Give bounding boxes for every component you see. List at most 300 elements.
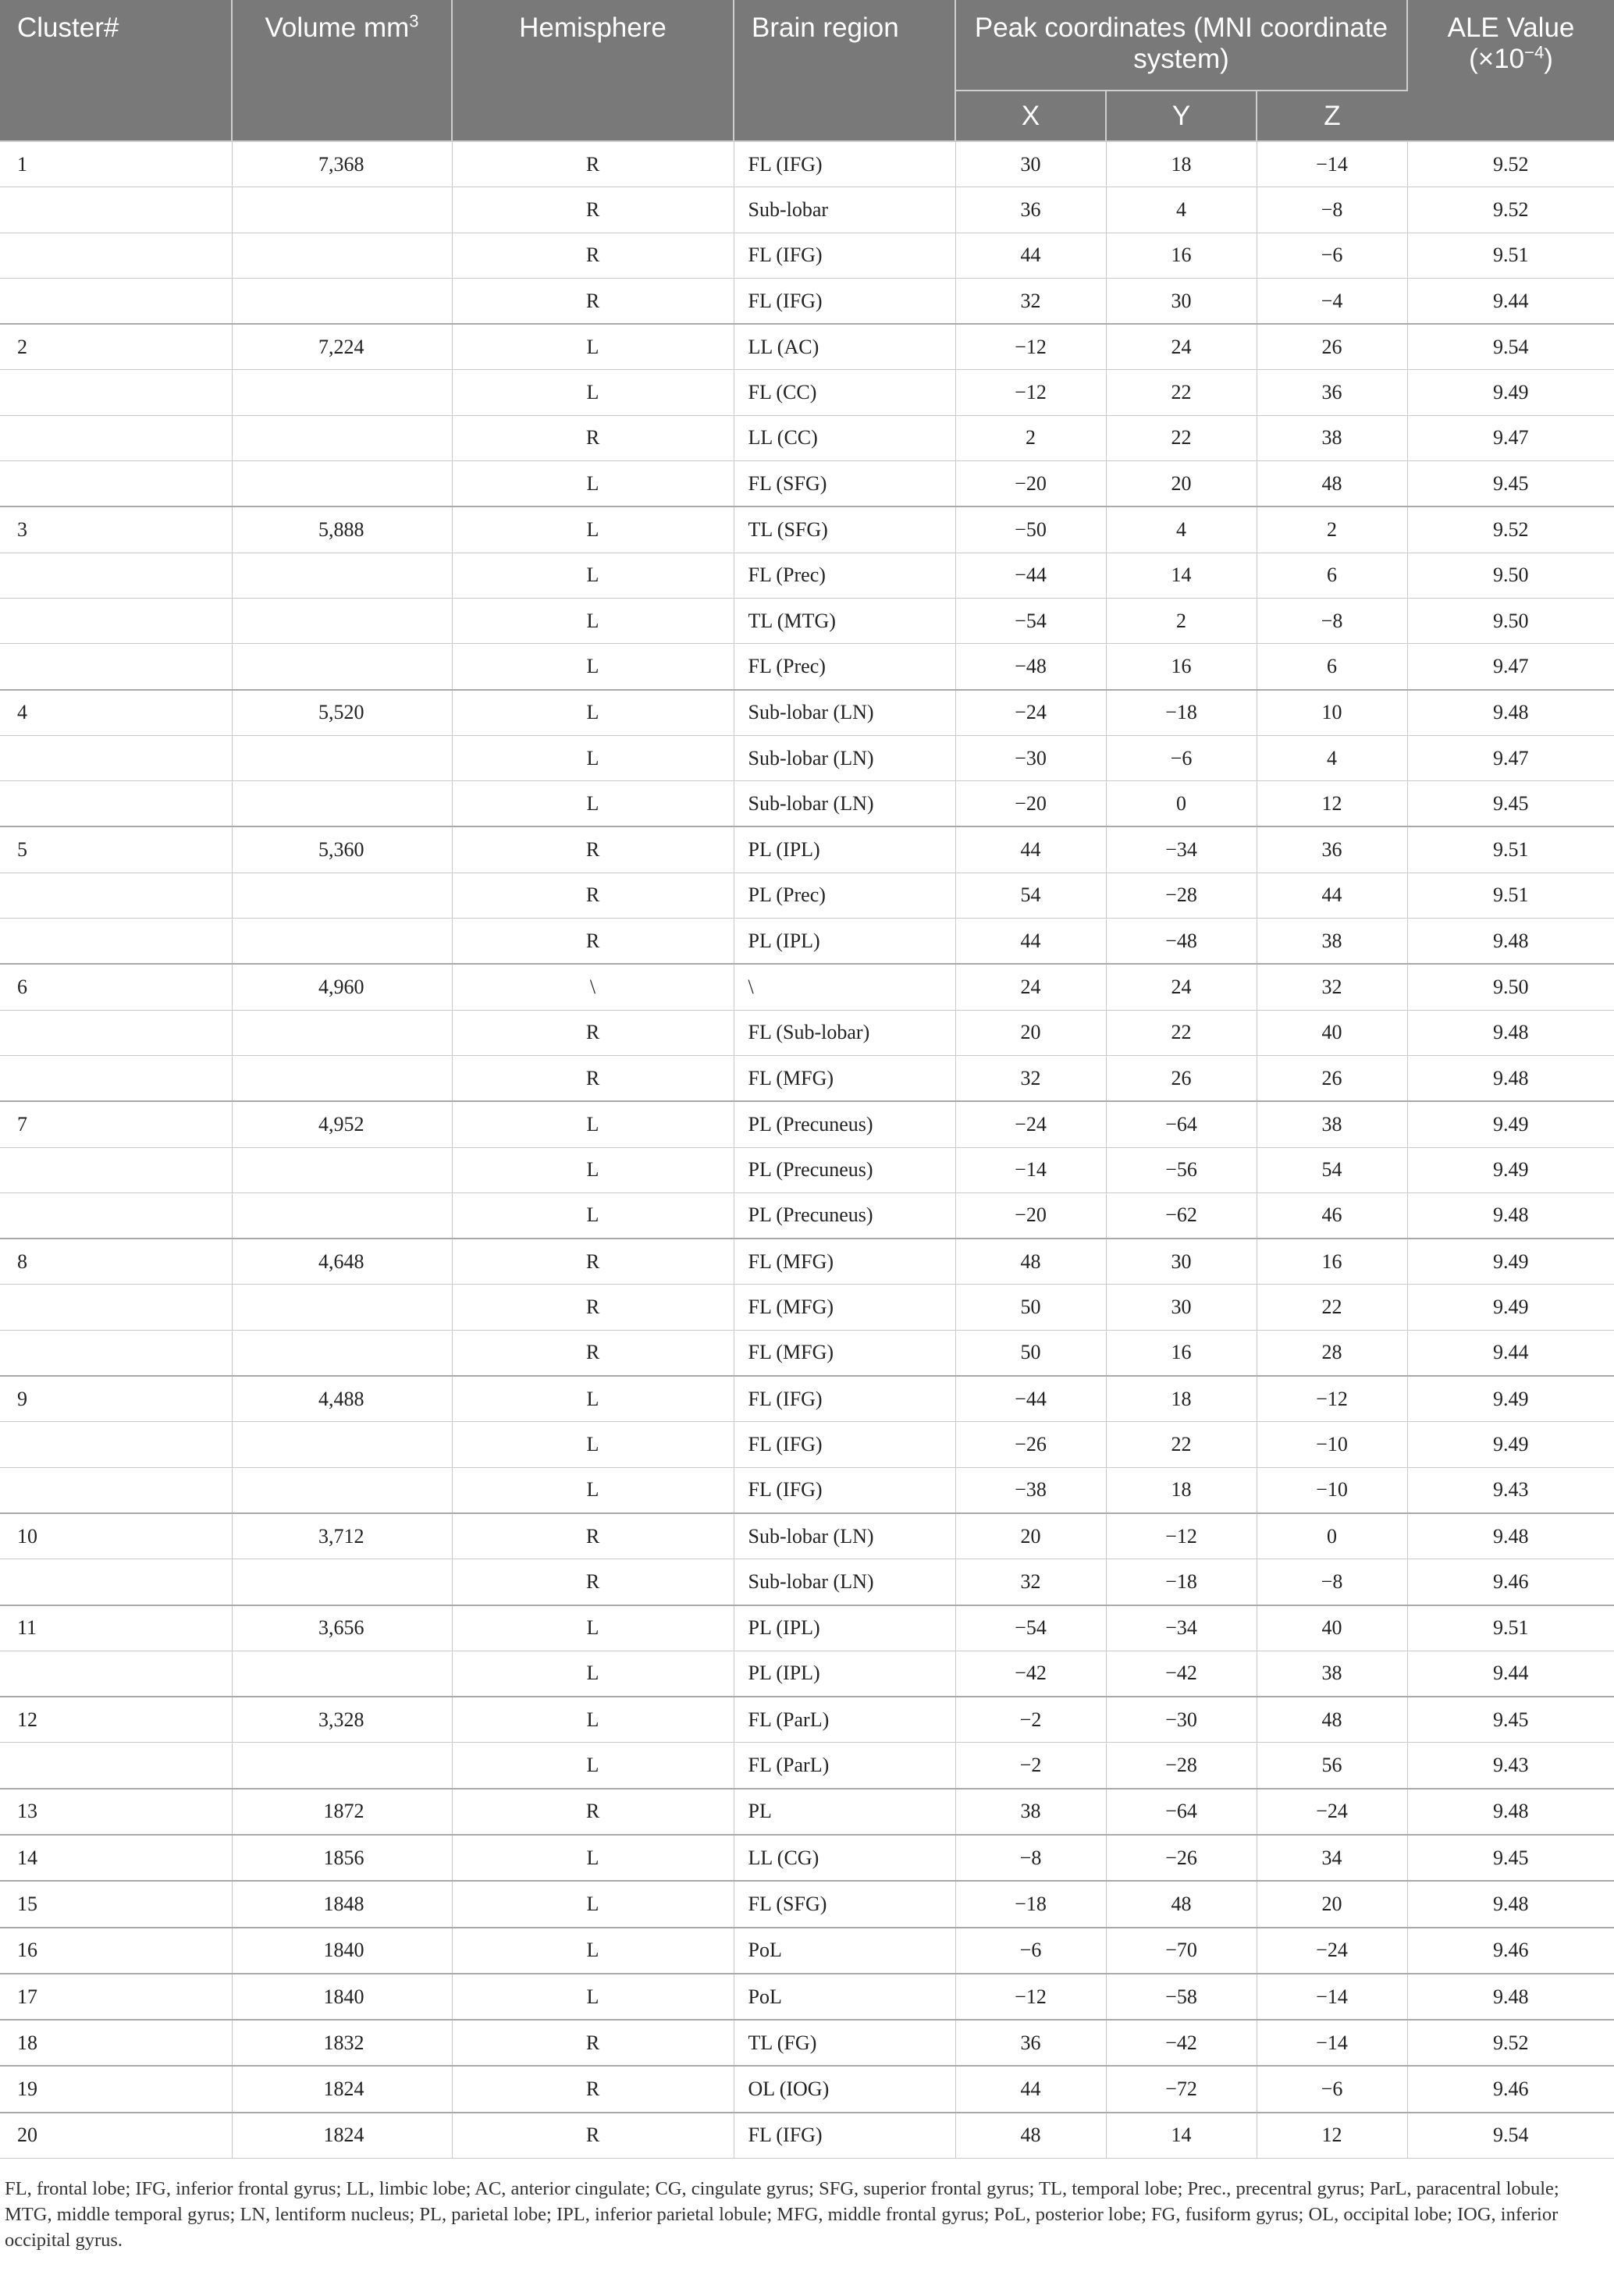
cell-cluster: 3 (0, 506, 232, 553)
cell-hemisphere: L (452, 598, 734, 643)
cell-hemisphere: L (452, 1928, 734, 1974)
cell-hemisphere: L (452, 735, 734, 780)
cell-brain-region: FL (IFG) (734, 1467, 955, 1513)
cell-y: 16 (1106, 233, 1257, 278)
cell-ale-value: 9.48 (1407, 919, 1614, 965)
table-row (0, 2066, 1614, 2112)
cell-y: −28 (1106, 1743, 1257, 1789)
cell-hemisphere: R (452, 919, 734, 965)
cell-ale-value: 9.50 (1407, 964, 1614, 1010)
cell-y: 22 (1106, 1422, 1257, 1467)
cell-y: −12 (1106, 1513, 1257, 1559)
table-row (0, 1743, 1614, 1789)
table-row (0, 553, 1614, 598)
cell-y: 24 (1106, 964, 1257, 1010)
cell-ale-value: 9.52 (1407, 2020, 1614, 2066)
cell-volume (232, 187, 452, 233)
cell-volume (232, 873, 452, 918)
cell-hemisphere: L (452, 1376, 734, 1422)
cell-cluster: 9 (0, 1376, 232, 1422)
cell-volume (232, 1147, 452, 1192)
cell-z: −14 (1257, 2020, 1407, 2066)
cell-volume (232, 415, 452, 460)
cell-ale-value: 9.50 (1407, 553, 1614, 598)
table-row (0, 2020, 1614, 2066)
cell-hemisphere: L (452, 553, 734, 598)
cell-z: 12 (1257, 781, 1407, 827)
cell-ale-value: 9.51 (1407, 873, 1614, 918)
table-row (0, 324, 1614, 370)
cell-volume: 3,328 (232, 1697, 452, 1743)
cell-z: 44 (1257, 873, 1407, 918)
cell-z: −14 (1257, 141, 1407, 187)
table-row (0, 1928, 1614, 1974)
cell-x: 36 (955, 2020, 1106, 2066)
table-row (0, 278, 1614, 324)
cell-y: −56 (1106, 1147, 1257, 1192)
cell-cluster: 8 (0, 1239, 232, 1285)
cell-brain-region: TL (FG) (734, 2020, 955, 2066)
cell-ale-value: 9.44 (1407, 1651, 1614, 1697)
cell-z: 34 (1257, 1835, 1407, 1881)
cell-cluster (0, 1330, 232, 1376)
header-volume: Volume $mm^3$ (232, 0, 452, 141)
cell-z: 38 (1257, 919, 1407, 965)
cell-cluster (0, 1651, 232, 1697)
cell-brain-region: \ (734, 964, 955, 1010)
cell-cluster: 17 (0, 1974, 232, 2020)
cell-y: −18 (1106, 690, 1257, 736)
cell-cluster (0, 553, 232, 598)
cell-x: 44 (955, 2066, 1106, 2112)
cell-brain-region: FL (SFG) (734, 1881, 955, 1927)
cell-cluster (0, 415, 232, 460)
cell-brain-region: FL (IFG) (734, 233, 955, 278)
cell-x: 44 (955, 826, 1106, 873)
cell-x: 38 (955, 1789, 1106, 1835)
table-body (0, 141, 1614, 2159)
cell-ale-value: 9.48 (1407, 1789, 1614, 1835)
cell-hemisphere: L (452, 1651, 734, 1697)
cell-volume (232, 1330, 452, 1376)
cell-hemisphere: R (452, 2113, 734, 2159)
cell-ale-value: 9.45 (1407, 461, 1614, 507)
cell-brain-region: Sub-lobar (LN) (734, 1559, 955, 1605)
cell-x: −38 (955, 1467, 1106, 1513)
table-row (0, 1974, 1614, 2020)
cell-ale-value: 9.48 (1407, 1010, 1614, 1055)
cell-hemisphere: R (452, 141, 734, 187)
cell-x: −44 (955, 553, 1106, 598)
cell-cluster (0, 1559, 232, 1605)
cell-ale-value: 9.52 (1407, 187, 1614, 233)
cell-y: 14 (1106, 2113, 1257, 2159)
cell-z: 36 (1257, 370, 1407, 415)
cell-cluster: 11 (0, 1605, 232, 1651)
cell-cluster (0, 1743, 232, 1789)
cell-hemisphere: R (452, 1285, 734, 1330)
cell-x: −44 (955, 1376, 1106, 1422)
cell-ale-value: 9.47 (1407, 735, 1614, 780)
cell-z: 40 (1257, 1010, 1407, 1055)
cell-y: −28 (1106, 873, 1257, 918)
cell-x: −42 (955, 1651, 1106, 1697)
cell-brain-region: FL (ParL) (734, 1743, 955, 1789)
cell-y: −30 (1106, 1697, 1257, 1743)
cell-hemisphere: L (452, 1192, 734, 1239)
cell-y: −42 (1106, 1651, 1257, 1697)
cell-z: −8 (1257, 1559, 1407, 1605)
cell-z: 26 (1257, 1055, 1407, 1101)
cell-cluster (0, 919, 232, 965)
cell-cluster (0, 1467, 232, 1513)
cell-hemisphere: R (452, 1559, 734, 1605)
table-header (0, 0, 1614, 141)
cell-x: −20 (955, 781, 1106, 827)
cell-cluster: 20 (0, 2113, 232, 2159)
cell-hemisphere: R (452, 1330, 734, 1376)
cell-y: −42 (1106, 2020, 1257, 2066)
cell-z: 26 (1257, 324, 1407, 370)
cell-volume: 4,488 (232, 1376, 452, 1422)
cell-y: −64 (1106, 1789, 1257, 1835)
cell-volume (232, 919, 452, 965)
header-z: Z (1257, 91, 1407, 141)
cell-brain-region: LL (CC) (734, 415, 955, 460)
table-row (0, 1605, 1614, 1651)
header-peak-coordinates: Peak coordinates (MNI coordinate system) (955, 0, 1407, 91)
cell-hemisphere: L (452, 370, 734, 415)
cell-hemisphere: R (452, 1789, 734, 1835)
cell-z: 32 (1257, 964, 1407, 1010)
cell-x: −30 (955, 735, 1106, 780)
cell-z: −8 (1257, 598, 1407, 643)
cell-x: −50 (955, 506, 1106, 553)
cell-ale-value: 9.49 (1407, 1147, 1614, 1192)
table-row (0, 1697, 1614, 1743)
cell-z: 10 (1257, 690, 1407, 736)
cell-cluster (0, 1147, 232, 1192)
cell-hemisphere: L (452, 1467, 734, 1513)
table-row (0, 1467, 1614, 1513)
cell-cluster: 1 (0, 141, 232, 187)
cell-cluster: 19 (0, 2066, 232, 2112)
cell-brain-region: PL (IPL) (734, 1651, 955, 1697)
cell-x: −54 (955, 1605, 1106, 1651)
cell-cluster (0, 1285, 232, 1330)
cell-volume (232, 370, 452, 415)
cell-y: −64 (1106, 1101, 1257, 1147)
cell-ale-value: 9.51 (1407, 233, 1614, 278)
cell-y: 4 (1106, 506, 1257, 553)
table-row (0, 826, 1614, 873)
cell-x: 2 (955, 415, 1106, 460)
cell-z: 48 (1257, 461, 1407, 507)
table-row (0, 644, 1614, 690)
cell-volume (232, 1422, 452, 1467)
table-row (0, 1789, 1614, 1835)
cell-cluster (0, 233, 232, 278)
cell-y: −72 (1106, 2066, 1257, 2112)
cell-brain-region: PL (Prec) (734, 873, 955, 918)
cell-y: 16 (1106, 1330, 1257, 1376)
cell-volume (232, 735, 452, 780)
cell-hemisphere: L (452, 1147, 734, 1192)
table-row (0, 1330, 1614, 1376)
table-row (0, 1192, 1614, 1239)
cell-ale-value: 9.48 (1407, 1881, 1614, 1927)
cell-brain-region: FL (MFG) (734, 1239, 955, 1285)
cell-cluster (0, 781, 232, 827)
cell-volume: 1824 (232, 2113, 452, 2159)
cell-ale-value: 9.52 (1407, 141, 1614, 187)
cell-volume: 1848 (232, 1881, 452, 1927)
cell-ale-value: 9.45 (1407, 1697, 1614, 1743)
cell-brain-region: PL (Precuneus) (734, 1147, 955, 1192)
cell-x: 50 (955, 1330, 1106, 1376)
cell-ale-value: 9.44 (1407, 1330, 1614, 1376)
table-row (0, 690, 1614, 736)
cell-volume (232, 461, 452, 507)
cell-hemisphere: \ (452, 964, 734, 1010)
cell-x: 32 (955, 1055, 1106, 1101)
cell-y: −6 (1106, 735, 1257, 780)
cell-ale-value: 9.43 (1407, 1467, 1614, 1513)
cell-volume (232, 1285, 452, 1330)
cell-ale-value: 9.49 (1407, 1101, 1614, 1147)
cell-volume (232, 781, 452, 827)
cell-cluster (0, 278, 232, 324)
table-row (0, 873, 1614, 918)
cell-cluster: 4 (0, 690, 232, 736)
cell-z: 0 (1257, 1513, 1407, 1559)
table-row (0, 919, 1614, 965)
table-row (0, 233, 1614, 278)
table-row (0, 2113, 1614, 2159)
cell-volume: 1840 (232, 1928, 452, 1974)
cell-z: −4 (1257, 278, 1407, 324)
cell-y: 22 (1106, 1010, 1257, 1055)
cell-volume: 7,368 (232, 141, 452, 187)
cell-x: −12 (955, 324, 1106, 370)
cell-brain-region: PL (734, 1789, 955, 1835)
cell-brain-region: FL (Prec) (734, 644, 955, 690)
cell-z: 22 (1257, 1285, 1407, 1330)
cell-ale-value: 9.48 (1407, 690, 1614, 736)
cell-brain-region: Sub-lobar (LN) (734, 1513, 955, 1559)
cell-brain-region: PoL (734, 1974, 955, 2020)
cell-ale-value: 9.46 (1407, 1928, 1614, 1974)
cell-x: −20 (955, 461, 1106, 507)
cell-ale-value: 9.49 (1407, 1285, 1614, 1330)
cell-ale-value: 9.44 (1407, 278, 1614, 324)
cell-x: 48 (955, 1239, 1106, 1285)
cell-y: 30 (1106, 278, 1257, 324)
cell-x: 32 (955, 278, 1106, 324)
cell-z: −6 (1257, 2066, 1407, 2112)
cell-x: −12 (955, 1974, 1106, 2020)
cell-hemisphere: R (452, 826, 734, 873)
cell-z: −14 (1257, 1974, 1407, 2020)
cell-x: 44 (955, 919, 1106, 965)
cell-volume (232, 1010, 452, 1055)
header-x: X (955, 91, 1106, 141)
cell-x: 32 (955, 1559, 1106, 1605)
cell-cluster (0, 187, 232, 233)
cell-cluster (0, 644, 232, 690)
cell-z: −6 (1257, 233, 1407, 278)
cell-ale-value: 9.43 (1407, 1743, 1614, 1789)
table-row (0, 1285, 1614, 1330)
cell-brain-region: OL (IOG) (734, 2066, 955, 2112)
cell-volume: 5,360 (232, 826, 452, 873)
cell-x: −20 (955, 1192, 1106, 1239)
cell-cluster: 10 (0, 1513, 232, 1559)
cell-y: 30 (1106, 1239, 1257, 1285)
cell-brain-region: FL (MFG) (734, 1285, 955, 1330)
table-row (0, 1651, 1614, 1697)
cell-cluster: 6 (0, 964, 232, 1010)
cell-brain-region: PL (Precuneus) (734, 1192, 955, 1239)
cell-cluster: 5 (0, 826, 232, 873)
cell-ale-value: 9.49 (1407, 1422, 1614, 1467)
cell-cluster: 16 (0, 1928, 232, 1974)
cell-y: 22 (1106, 370, 1257, 415)
cell-volume: 7,224 (232, 324, 452, 370)
cell-x: 20 (955, 1513, 1106, 1559)
cell-ale-value: 9.46 (1407, 2066, 1614, 2112)
cell-ale-value: 9.49 (1407, 370, 1614, 415)
table-row (0, 1055, 1614, 1101)
cell-volume: 1824 (232, 2066, 452, 2112)
table-row (0, 1376, 1614, 1422)
cell-cluster: 12 (0, 1697, 232, 1743)
cell-volume: 5,520 (232, 690, 452, 736)
cell-x: 20 (955, 1010, 1106, 1055)
cell-brain-region: FL (IFG) (734, 1376, 955, 1422)
cell-z: 2 (1257, 506, 1407, 553)
cell-x: −24 (955, 690, 1106, 736)
cell-y: −34 (1106, 826, 1257, 873)
cell-brain-region: FL (Prec) (734, 553, 955, 598)
cell-ale-value: 9.52 (1407, 506, 1614, 553)
cell-ale-value: 9.49 (1407, 1376, 1614, 1422)
table-row (0, 1010, 1614, 1055)
cell-hemisphere: L (452, 324, 734, 370)
cell-ale-value: 9.48 (1407, 1192, 1614, 1239)
cell-y: 26 (1106, 1055, 1257, 1101)
header-brain-region: Brain region (734, 0, 955, 141)
cell-ale-value: 9.49 (1407, 1239, 1614, 1285)
cell-hemisphere: R (452, 1513, 734, 1559)
table-row (0, 1881, 1614, 1927)
cell-volume: 3,656 (232, 1605, 452, 1651)
cell-x: −2 (955, 1743, 1106, 1789)
table-row (0, 1835, 1614, 1881)
cell-cluster (0, 598, 232, 643)
cell-y: 18 (1106, 1376, 1257, 1422)
cell-x: 36 (955, 187, 1106, 233)
cell-y: 2 (1106, 598, 1257, 643)
cell-volume: 1840 (232, 1974, 452, 2020)
cell-x: 48 (955, 2113, 1106, 2159)
cell-volume: 4,952 (232, 1101, 452, 1147)
cell-ale-value: 9.45 (1407, 781, 1614, 827)
table-row (0, 1147, 1614, 1192)
cell-hemisphere: L (452, 644, 734, 690)
cell-z: 6 (1257, 553, 1407, 598)
cell-hemisphere: L (452, 506, 734, 553)
cell-z: 16 (1257, 1239, 1407, 1285)
cell-cluster (0, 1010, 232, 1055)
cell-hemisphere: L (452, 1605, 734, 1651)
table-row (0, 964, 1614, 1010)
cell-ale-value: 9.54 (1407, 2113, 1614, 2159)
cell-z: 40 (1257, 1605, 1407, 1651)
cell-brain-region: TL (SFG) (734, 506, 955, 553)
cell-hemisphere: L (452, 1974, 734, 2020)
cell-cluster: 18 (0, 2020, 232, 2066)
cell-brain-region: TL (MTG) (734, 598, 955, 643)
cell-cluster: 2 (0, 324, 232, 370)
cell-y: 48 (1106, 1881, 1257, 1927)
cell-y: 14 (1106, 553, 1257, 598)
cell-hemisphere: R (452, 2020, 734, 2066)
cell-brain-region: FL (MFG) (734, 1330, 955, 1376)
cell-hemisphere: R (452, 415, 734, 460)
cell-z: 38 (1257, 1101, 1407, 1147)
cell-y: 16 (1106, 644, 1257, 690)
table-row (0, 1559, 1614, 1605)
cell-x: 44 (955, 233, 1106, 278)
cell-brain-region: Sub-lobar (LN) (734, 690, 955, 736)
cell-ale-value: 9.54 (1407, 324, 1614, 370)
table-row (0, 1239, 1614, 1285)
table-row (0, 141, 1614, 187)
cell-y: 0 (1106, 781, 1257, 827)
cell-brain-region: FL (ParL) (734, 1697, 955, 1743)
cell-volume (232, 1192, 452, 1239)
cell-hemisphere: R (452, 2066, 734, 2112)
cell-cluster: 7 (0, 1101, 232, 1147)
cell-cluster: 15 (0, 1881, 232, 1927)
cell-cluster (0, 735, 232, 780)
cell-volume (232, 1651, 452, 1697)
cell-x: 54 (955, 873, 1106, 918)
cell-y: −58 (1106, 1974, 1257, 2020)
cell-y: −70 (1106, 1928, 1257, 1974)
table-footnote: FL, frontal lobe; IFG, inferior frontal gyrus; LL, limbic lobe; AC, anterior cingulate; CG, cingulate gyrus; SFG, superior frontal gyrus; TL, temporal lobe; Prec., precentral gyrus; ParL, paracentral lobule; MTG, middle temporal gyrus; LN, lentiform nucleus; PL, parietal lobe; IPL, inferior parietal lobule; MFG, middle frontal gyrus; PoL, posterior lobe; FG, fusiform gyrus; OL, occipital lobe; IOG, inferior occipital gyrus. (5, 2178, 1559, 2252)
cell-volume: 1872 (232, 1789, 452, 1835)
cell-z: −24 (1257, 1789, 1407, 1835)
cell-ale-value: 9.51 (1407, 826, 1614, 873)
cell-brain-region: FL (IFG) (734, 141, 955, 187)
cell-brain-region: LL (CG) (734, 1835, 955, 1881)
cell-hemisphere: L (452, 1835, 734, 1881)
header-ale-value: ALE Value $(\times 10^{-4})$ (1407, 0, 1614, 141)
cell-hemisphere: L (452, 1743, 734, 1789)
cell-x: 24 (955, 964, 1106, 1010)
cell-z: 36 (1257, 826, 1407, 873)
header-hemisphere: Hemisphere (452, 0, 734, 141)
cell-x: −18 (955, 1881, 1106, 1927)
table-row (0, 370, 1614, 415)
cell-hemisphere: L (452, 781, 734, 827)
cell-y: −26 (1106, 1835, 1257, 1881)
cell-hemisphere: R (452, 873, 734, 918)
cell-z: 54 (1257, 1147, 1407, 1192)
cell-z: −10 (1257, 1467, 1407, 1513)
